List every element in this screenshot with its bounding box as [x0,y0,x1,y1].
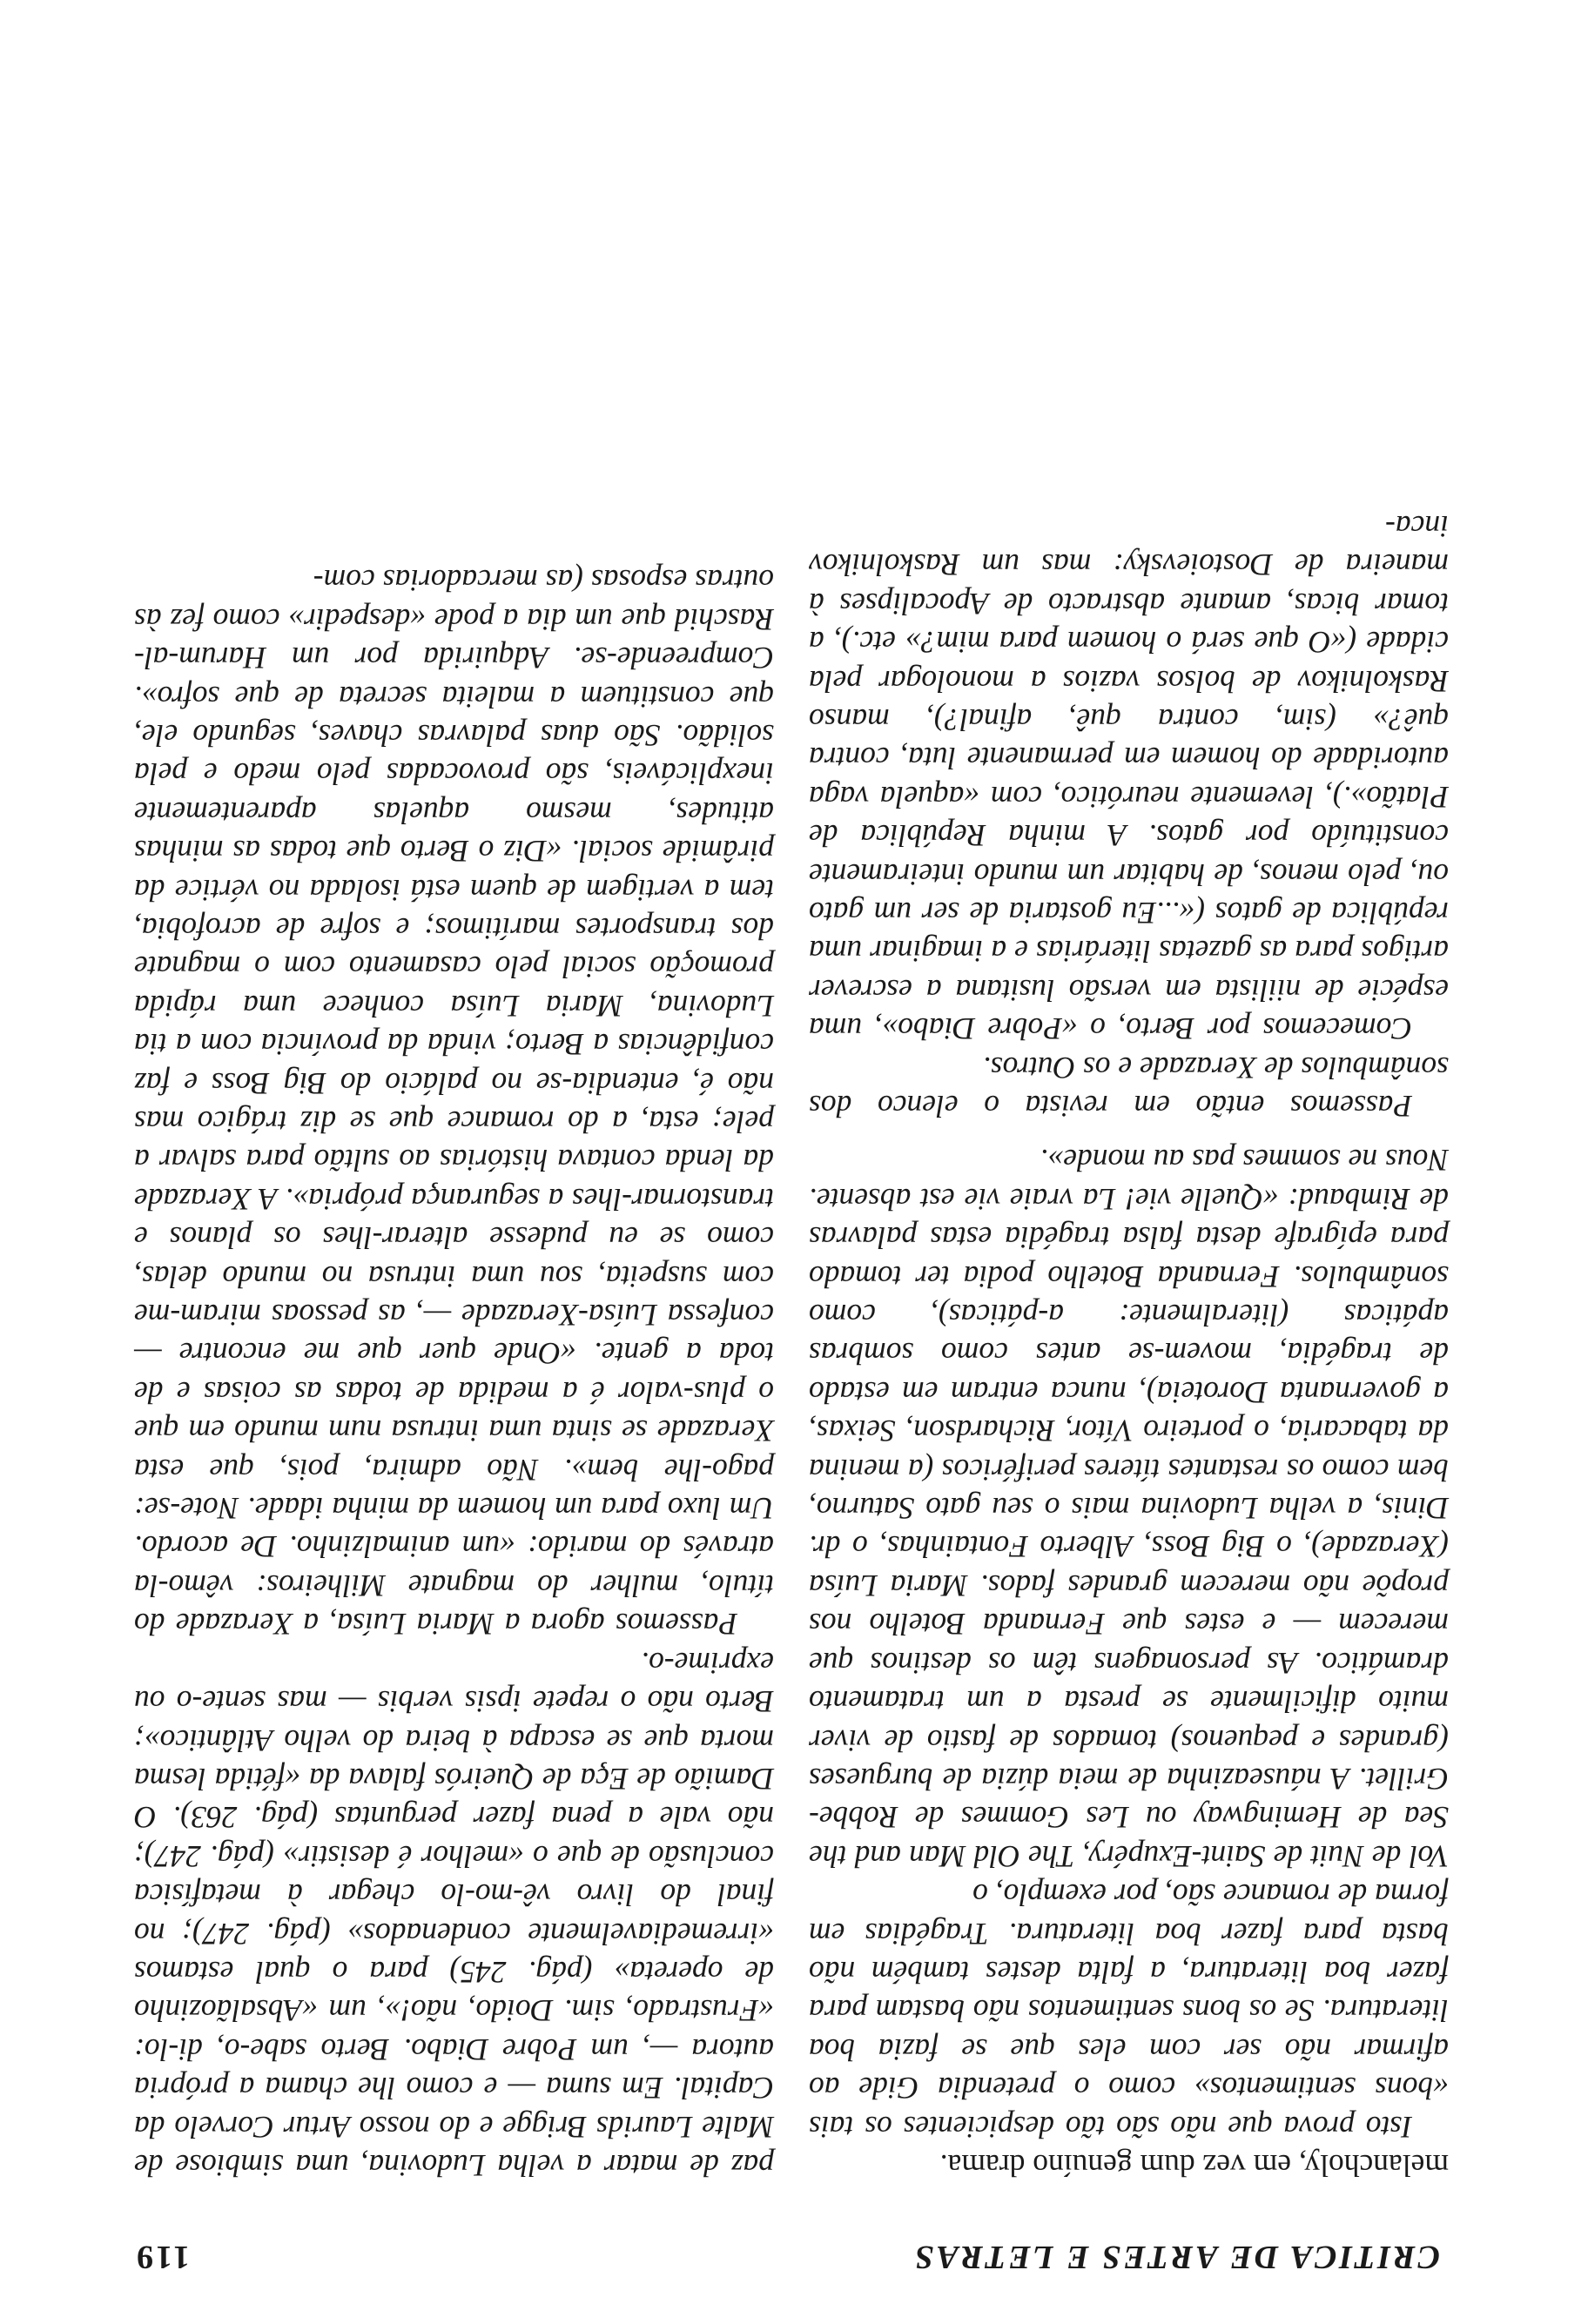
paragraph: Passemos agora a Maria Luísa, a Xerazade do título, mulher do magnate Milheiros: vêmo-la através do marido: «um animalzinho. De acordo. Um luxo para um homem da minha idade. Note-se: pago-lhe bem». Não admira, pois, que esta Xerazade se sinta uma intrusa num mundo em que o plus-valor é a medida de todas as coisas e de toda a gente. «Onde quer que me encontre — confessa Luísa-Xerazade —, as pessoas miram-me com suspeita, sou uma intrusa no mundo delas, como se eu pudesse alterar-lhes os planos e transtornar-lhes a segurança própria». A Xerazade da lenda contava histórias ao sultão para salvar a pele; esta, a do romance que se diz trágico mas não é, entendia-se no palácio do Big Boss e faz confidências a Berto; vinda da província com a tia Ludovina, Maria Luísa conhece uma rápida promoção social pelo casamento com o magnate dos transportes marítimos; e sofre de acrofobia, tem a vertigem de quem está isolada no vértice da pirâmide social. «Diz o Berto que todas as minhas atitudes, mesmo aquelas aparentemente inexplicáveis, são provocadas pelo medo e pela solidão. São duas palavras chaves, segundo ele, que constituem a maleita secreta de que sofro». Compreende-se. Adquirida por um Harum-al-Raschid que um dia a pode «despedir» como fez às outras esposas (as mercadorias com- [134,563,774,1642]
page-number: 119 [134,2239,190,2275]
right-column [134,561,774,2185]
paragraph: Comecemos por Berto, o «Pobre Diabo», uma espécie de niilista em versão lusitana a escrever artigos para as gazetas literárias e a imaginar uma república de gatos («...Eu gostaria de ser um gato ou, pelo menos, de habitar um mundo inteiramente constituído por gatos. A minha República de Platão».), levemente neurótico, com «aquela vaga autoridade do homem em permanente luta, contra quê?» (sim, contra quê, afinal?), manso Raskolnikov de bolsos vazios a monologar pela cidade («O que será o homem para mim?» etc.), a tomar bicas, amante abstracto de Apocalipses à maneira de Dostoievsky: mas um Raskolnikov inca- [809,508,1449,1047]
paragraph: Isto prova que não são tão despicientes os tais «bons sentimentos» como o pretendia Gide ao afirmar não ser com eles que se fazia boa literatura. Se os bons sentimentos não bastam para fazer boa literatura, a falta destes também não basta para fazer boa literatura. Tragédias em forma de romance são, por exemplo, o [809,1877,1449,2145]
paragraph: melancholy, em vez dum genuíno drama. [939,2148,1449,2183]
left-column [809,507,1449,2185]
page-header [134,2224,1440,2276]
paragraph: paz de matar a velha Ludovina, uma simbiose de Malte Laurids Brigge e do nosso Artur Corvelo da Capital. Em suma — e como lhe chama a própria autora —, um Pobre Diabo. Berto sabe-o, di-lo: «Frustrado, sim. Doido, não!», um «Absalãozinho de opereta» (pág. 245) para o qual estamos «irremediavelmente condenados» (pág. 247); no final do livro vê-mo-lo chegar à metafísica conclusão de que o «melhor é desistir» (pág. 247); não vale a pena fazer perguntas (pág. 263). O Damião de Eça de Queirós falava da «fétida lesma morta que se escapa à beira do velho Atlântico»; Berto não o repete ipsis verbis — mas sente-o ou exprime-o. [134,1645,774,2183]
paragraph: Passemos então em revista o elenco dos sonâmbulos de Xerazade e os Outros. [809,1050,1449,1125]
running-title: CRITICA DE ARTES E LETRAS [912,2239,1440,2275]
paragraph: Vol de Nuit de Saint-Exupéry, The Old Man and the Sea de Hemingway ou Les Gommes de Robbe-Grillet. A náuseazinha de meia dúzia de burgueses (grandes e pequenos) tomados de fastio de viver muito dificilmente se presta a um tratamento dramático. As personagens têm os destinos que merecem — e estes que Fernanda Botelho nos propõe não merecem grandes fados. Maria Luísa (Xerazade), o Big Boss, Alberto Fontainhas, o dr. Dinis, a velha Ludovina mais o seu gato Saturno, bem como os restantes títeres periféricos (a menina da tabacaria, o porteiro Vítor, Richardson, Seixas, a governanta Doroteia), nunca entram em estado de tragédia, movem-se antes como sombras apáticas (literalmente: a-páticas), como sonâmbulos. Fernanda Botelho podia ter tomado para epígrafe desta falsa tragédia estas palavras de Rimbaud: «Quelle vie! La vraie vie est absente. Nous ne sommes pas au monde». [809,1143,1449,1874]
